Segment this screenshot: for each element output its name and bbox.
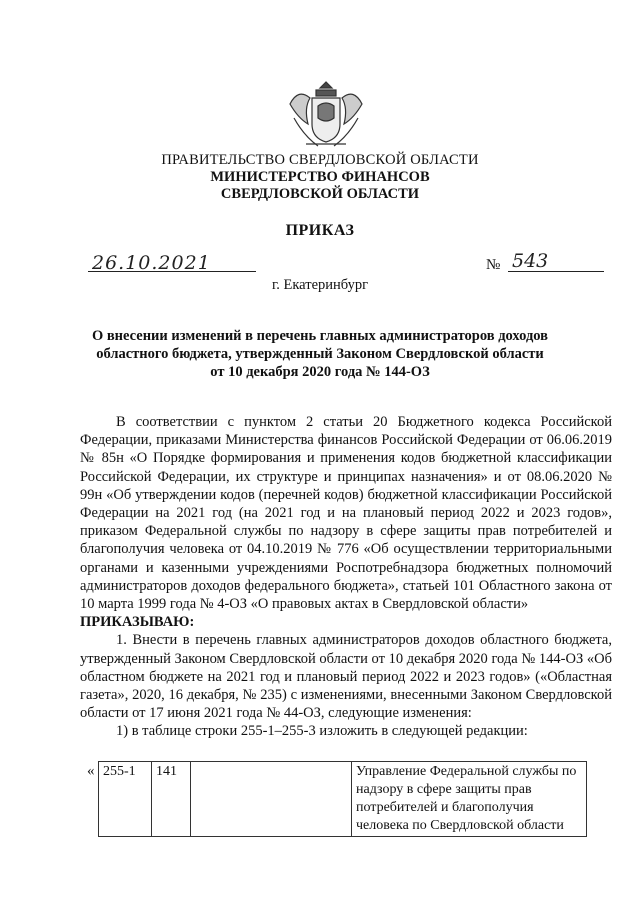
- administrator-name-cell: Управление Федеральной службы по надзору в сфере защиты прав потребителей и благополучия человека по Свердловской области: [352, 762, 587, 837]
- document-title: [80, 327, 560, 381]
- title-line: областного бюджета, утвержденный Законом Свердловской области: [96, 346, 544, 362]
- government-name: ПРАВИТЕЛЬСТВО СВЕРДЛОВСКОЙ ОБЛАСТИ: [161, 152, 479, 168]
- document-body: [80, 413, 612, 741]
- title-line: от 10 декабря 2020 года № 144-ОЗ: [210, 364, 430, 380]
- ministry-name-line1: МИНИСТЕРСТВО ФИНАНСОВ: [210, 169, 430, 185]
- handwritten-date: 26.10.2021: [92, 252, 211, 274]
- document-type: ПРИКАЗ: [285, 222, 355, 239]
- row-number-cell: 255-1: [99, 762, 152, 837]
- table-row: [99, 762, 587, 837]
- order-word: ПРИКАЗЫВАЮ:: [80, 614, 195, 631]
- item-1-paragraph: 1. Внести в перечень главных администраторов доходов областного бюджета, утвержденный Законом Свердловской области от 10 декабря 2020 года № 144-ОЗ «Об областном бюджете на 2021 год и плановый период 2022 и 2023 годов» («Областная газета», 2020, 16 декабря, № 235) с изменениями, внесенными Законом Свердловской области от 17 июня 2021 года № 44-ОЗ, следующие изменения:: [80, 632, 612, 722]
- revenue-code-cell: [191, 762, 352, 837]
- date-underline: [88, 271, 256, 272]
- coat-of-arms-emblem: [282, 78, 370, 154]
- preamble-paragraph: В соответствии с пунктом 2 статьи 20 Бюджетного кодекса Российской Федерации, приказами Министерства финансов Российской Федерации от 06.06.2019 № 85н «О Порядке формирования и применения кодов бюджетной классификации Российской Федерации, их структуре и принципах назначения» и от 08.06.2020 № 99н «Об утверждении кодов (перечней кодов) бюджетной классификации Российской Федерации на 2021 год (на 2021 год и на плановый период 2022 и 2023 годов», приказом Федеральной службы по надзору в сфере защиты прав потребителей и благополучия человека от 04.10.2019 № 776 «Об осуществлении территориальными органами и казенными учреждениями Роспотребнадзора бюджетных полномочий администраторов доходов федерального бюджета», статьей 101 Областного закона от 10 марта 1999 года № 4-ОЗ «О правовых актах в Свердловской области»: [80, 414, 612, 613]
- table-open-quote: «: [87, 763, 95, 779]
- title-line: О внесении изменений в перечень главных администраторов доходов: [91, 328, 549, 344]
- amendment-table: [98, 761, 587, 837]
- number-underline: [508, 271, 604, 272]
- number-label: №: [486, 257, 501, 273]
- ministry-name-line2: СВЕРДЛОВСКОЙ ОБЛАСТИ: [220, 186, 420, 202]
- city: г. Екатеринбург: [271, 277, 369, 293]
- admin-code-cell: 141: [152, 762, 191, 837]
- handwritten-number: 543: [512, 250, 549, 272]
- subitem-1-paragraph: 1) в таблице строки 255-1–255-3 изложить в следующей редакции:: [116, 723, 528, 740]
